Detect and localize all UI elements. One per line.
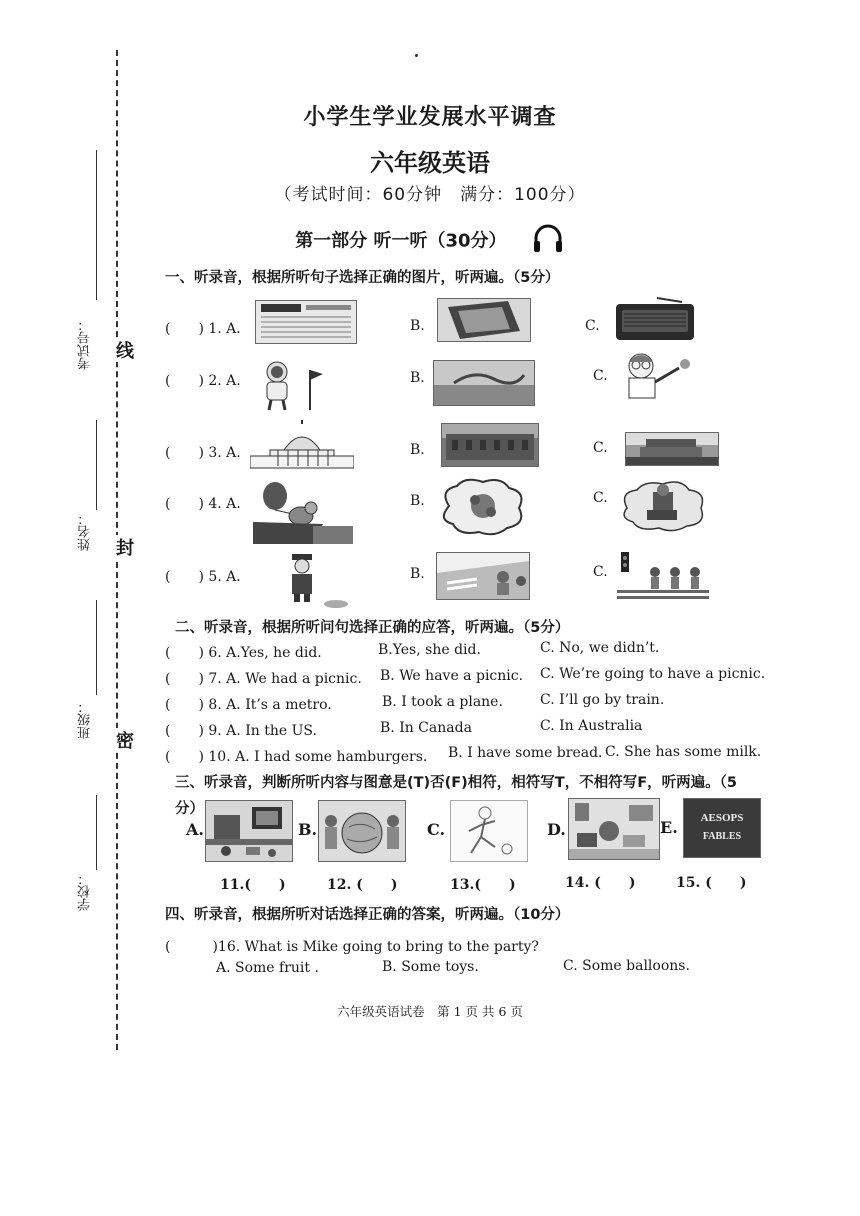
tiananmen-icon [625, 432, 719, 466]
newspaper-icon [255, 300, 357, 344]
q1-option-c: C. [585, 318, 600, 334]
picture-d-letter: D. [547, 820, 566, 839]
messy-room-icon [568, 798, 660, 860]
q6-option-c: C. No, we didn’t. [540, 640, 660, 656]
q4-number: ( ) 4. A. [165, 496, 241, 512]
astronaut-icon [255, 360, 325, 412]
q10-option-c: C. She has some milk. [605, 744, 762, 760]
q5-option-b: B. [410, 566, 425, 582]
q8-stem: ( ) 8. A. It’s a metro. [165, 697, 332, 713]
q16-option-a: A. Some fruit . [216, 960, 319, 976]
football-player-icon [450, 800, 528, 862]
q10-stem: ( ) 10. A. I had some hamburgers. [165, 749, 428, 765]
palace-icon [441, 423, 539, 467]
wind-scene-icon [433, 360, 535, 406]
part1-title: 第一部分 听一听（30分） [295, 230, 507, 252]
section1-heading: 一、听录音，根据所听句子选择正确的图片，听两遍。（5分） [165, 270, 560, 286]
q8-option-b: B. I took a plane. [382, 694, 503, 710]
q8-option-c: C. I’ll go by train. [540, 692, 665, 708]
aesops-fables-book-icon [683, 798, 761, 858]
exam-info: （考试时间：60分钟 满分：100分） [274, 185, 586, 205]
q7-stem: ( ) 7. A. We had a picnic. [165, 671, 362, 687]
picture-a-letter: A. [186, 820, 204, 839]
page-footer: 六年级英语试卷 第 1 页 共 6 页 [337, 1004, 523, 1019]
q3-number: ( ) 3. A. [165, 445, 241, 461]
q3-option-c: C. [593, 440, 608, 456]
answer-blank-11[interactable]: 11.( ) [220, 877, 286, 893]
dream-cloud-icon [435, 476, 531, 538]
mouse-balloon-icon [253, 480, 353, 544]
school-label: 学校： [78, 872, 93, 911]
q9-stem: ( ) 9. A. In the US. [165, 723, 317, 739]
part1-heading [0, 222, 860, 261]
class-label: 班级： [78, 700, 93, 739]
book-title-line1: AESOPS [700, 812, 744, 824]
section2-heading: 二、听录音，根据所听问句选择正确的应答，听两遍。（5分） [175, 620, 570, 636]
q10-option-b: B. I have some bread. [448, 745, 603, 761]
policeman-icon [280, 552, 356, 608]
school-rule [96, 795, 97, 870]
cluttered-desk-icon [205, 800, 293, 862]
ebook-reader-icon [437, 298, 531, 342]
q4-option-c: C. [593, 490, 608, 506]
capitol-building-icon [250, 420, 354, 470]
q2-number: ( ) 2. A. [165, 373, 241, 389]
answer-blank-14[interactable]: 14. ( ) [565, 875, 636, 891]
answer-blank-15[interactable]: 15. ( ) [676, 875, 747, 891]
q3-option-b: B. [410, 442, 425, 458]
q16-option-b: B. Some toys. [382, 959, 479, 975]
book-title-line2: FABLES [702, 831, 742, 842]
name-label: 姓名： [78, 512, 93, 551]
q5-number: ( ) 5. A. [165, 569, 241, 585]
q1-option-b: B. [410, 318, 425, 334]
picture-c-letter: C. [427, 820, 446, 839]
road-crossing-icon [436, 552, 530, 600]
section3-heading: 三、听录音，判断所听内容与图意是(T)否(F)相符，相符写T，不相符写F，听两遍。（5 [175, 775, 737, 791]
section3-heading-cont: 分） [175, 801, 204, 817]
name-rule [96, 420, 97, 510]
subject-title: 六年级英语 [370, 149, 490, 177]
survey-title: 小学生学业发展水平调查 [303, 105, 557, 130]
q1-number: ( ) 1. A. [165, 321, 241, 337]
q2-option-b: B. [410, 370, 425, 386]
scan-dot [415, 54, 418, 57]
section4-heading: 四、听录音，根据所听对话选择正确的答案，听两遍。（10分） [165, 907, 570, 923]
class-rule [96, 600, 97, 695]
exam-number-label: 考试号： [78, 318, 93, 370]
scientist-icon [617, 350, 701, 400]
seal-char-secret: 密 [110, 728, 136, 752]
radio-icon [612, 296, 698, 342]
answer-blank-13[interactable]: 13.( ) [450, 877, 516, 893]
seal-char-seal: 封 [110, 535, 136, 559]
thought-bubble-icon [617, 478, 711, 534]
q5-option-c: C. [593, 564, 608, 580]
q6-stem: ( ) 6. A.Yes, he did. [165, 645, 322, 661]
q9-option-b: B. In Canada [380, 720, 472, 736]
headphones-icon [531, 222, 565, 261]
q7-option-b: B. We have a picnic. [380, 668, 524, 684]
crosswalk-icon [615, 550, 711, 604]
q6-option-b: B.Yes, she did. [378, 642, 481, 658]
children-globe-icon [318, 800, 406, 862]
picture-e-letter: E. [660, 818, 678, 837]
picture-b-letter: B. [298, 820, 318, 839]
q16-stem: ( )16. What is Mike going to bring to the party? [165, 939, 539, 955]
q2-option-c: C. [593, 368, 608, 384]
q7-option-c: C. We’re going to have a picnic. [540, 666, 766, 682]
answer-blank-12[interactable]: 12. ( ) [327, 877, 398, 893]
seal-char-line: 线 [110, 338, 136, 362]
q9-option-c: C. In Australia [540, 718, 643, 734]
q16-option-c: C. Some balloons. [563, 958, 690, 974]
q4-option-b: B. [410, 493, 425, 509]
